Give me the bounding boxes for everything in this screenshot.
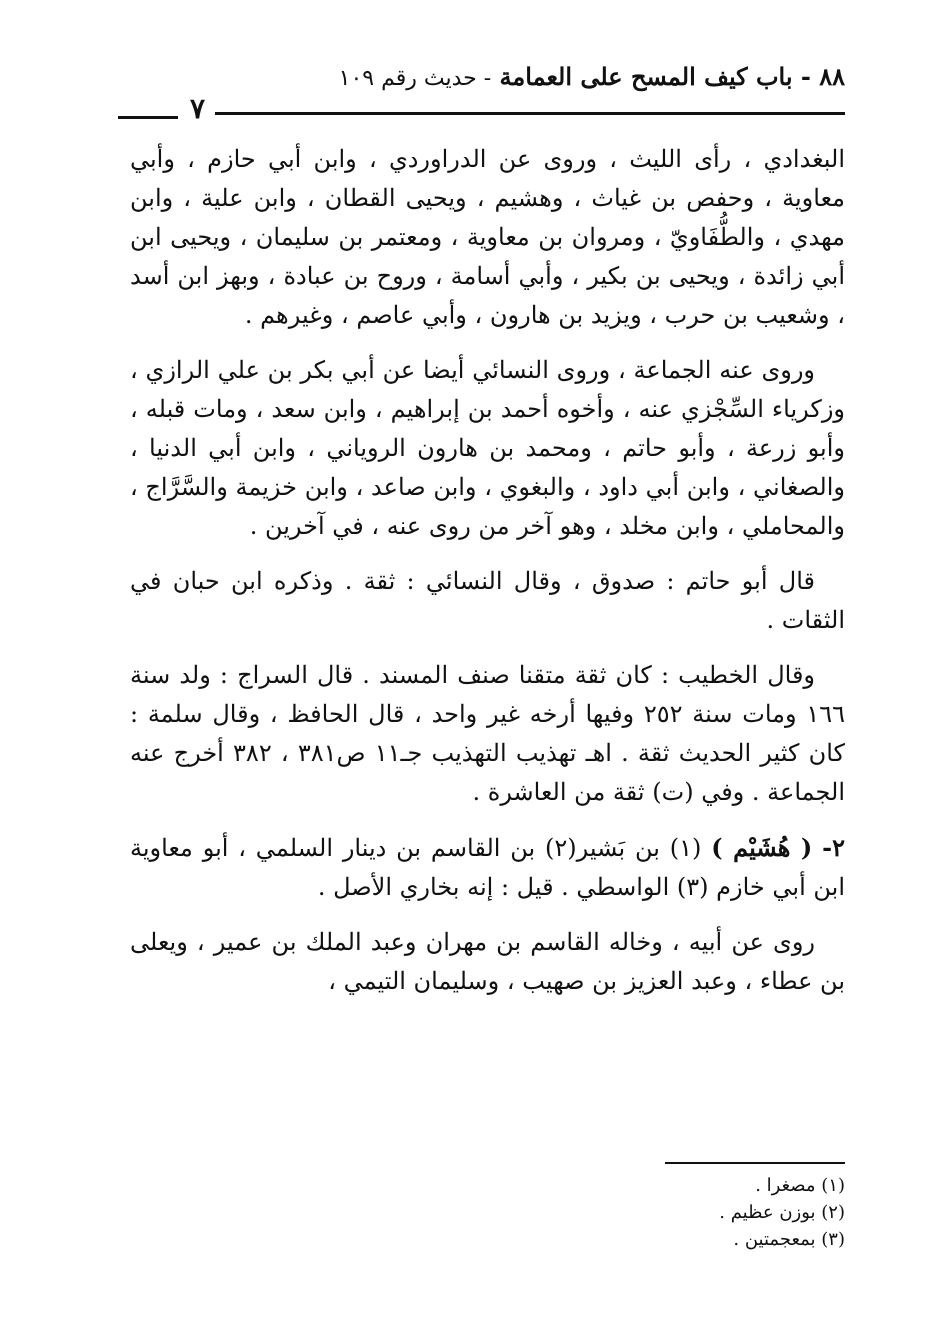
footnotes xyxy=(445,1172,845,1253)
header-rule-left xyxy=(118,116,178,119)
header-subtitle: - حديث رقم ١٠٩ xyxy=(338,66,492,91)
footnote: (٢) بوزن عظيم . xyxy=(719,1202,845,1223)
biography-number: ٢- xyxy=(822,833,845,862)
biography-text: (١) بن بَشير(٢) بن القاسم بن دينار السلمي ، أبو معاوية ابن أبي خازم (٣) الواسطي . قيل : إنه بخاري الأصل . xyxy=(130,834,845,901)
running-header xyxy=(120,62,845,125)
paragraph: روى عن أبيه ، وخاله القاسم بن مهران وعبد الملك بن عمير ، ويعلى بن عطاء ، وعبد العزيز بن صهيب ، وسليمان التيمي ، xyxy=(130,928,845,995)
header-title-line xyxy=(339,62,845,91)
paragraph: قال أبو حاتم : صدوق ، وقال النسائي : ثقة . وذكره ابن حبان في الثقات . xyxy=(130,567,845,634)
paragraph: البغدادي ، رأى الليث ، وروى عن الدراوردي ، وابن أبي حازم ، وأبي معاوية ، وحفص بن غياث ، وهشيم ، ويحيى القطان ، وابن علية ، وابن مهدي ، والطُّفَاويّ ، ومروان بن معاوية ، ومعتمر بن سليمان ، ويحيى ابن أبي زائدة ، ويحيى بن بكير ، وأبي أسامة ، وروح بن عبادة ، وبهز ابن أسد ، وشعيب بن حرب ، ويزيد بن هارون ، وأبي عاصم ، وغيرهم . xyxy=(130,145,846,329)
body-text xyxy=(130,140,845,1017)
biography-entry xyxy=(130,828,845,907)
footnote-rule xyxy=(665,1162,845,1164)
page-number: ٧ xyxy=(190,92,206,125)
footnote: (٣) بمعجمتين . xyxy=(733,1229,845,1250)
biography-name: ( هُشَيْم ) xyxy=(711,833,813,862)
header-title: ٨٨ - باب كيف المسح على العمامة xyxy=(499,62,845,91)
paragraph: وروى عنه الجماعة ، وروى النسائي أيضا عن أبي بكر بن علي الرازي ، وزكرياء السِّجْزي عنه ، وأخوه أحمد بن إبراهيم ، وابن سعد ، ومات قبله ، وأبو زرعة ، وأبو حاتم ، ومحمد بن هارون الروياني ، وابن أبي الدنيا ، والصغاني ، وابن أبي داود ، والبغوي ، وابن صاعد ، وابن خزيمة والسَّرَّاج ، والمحاملي ، وابن مخلد ، وهو آخر من روى عنه ، في آخرين . xyxy=(130,356,845,540)
footnote: (١) مصغرا . xyxy=(755,1175,845,1196)
paragraph: وقال الخطيب : كان ثقة متقنا صنف المسند . قال السراج : ولد سنة ١٦٦ ومات سنة ٢٥٢ وفيها أرخه غير واحد ، قال الحافظ ، وقال سلمة : كان كثير الحديث ثقة . اهـ تهذيب التهذيب جـ١١ ص٣٨١ ، ٣٨٢ أخرج عنه الجماعة . وفي (ت) ثقة من العاشرة . xyxy=(130,661,846,806)
header-rule xyxy=(215,112,845,115)
